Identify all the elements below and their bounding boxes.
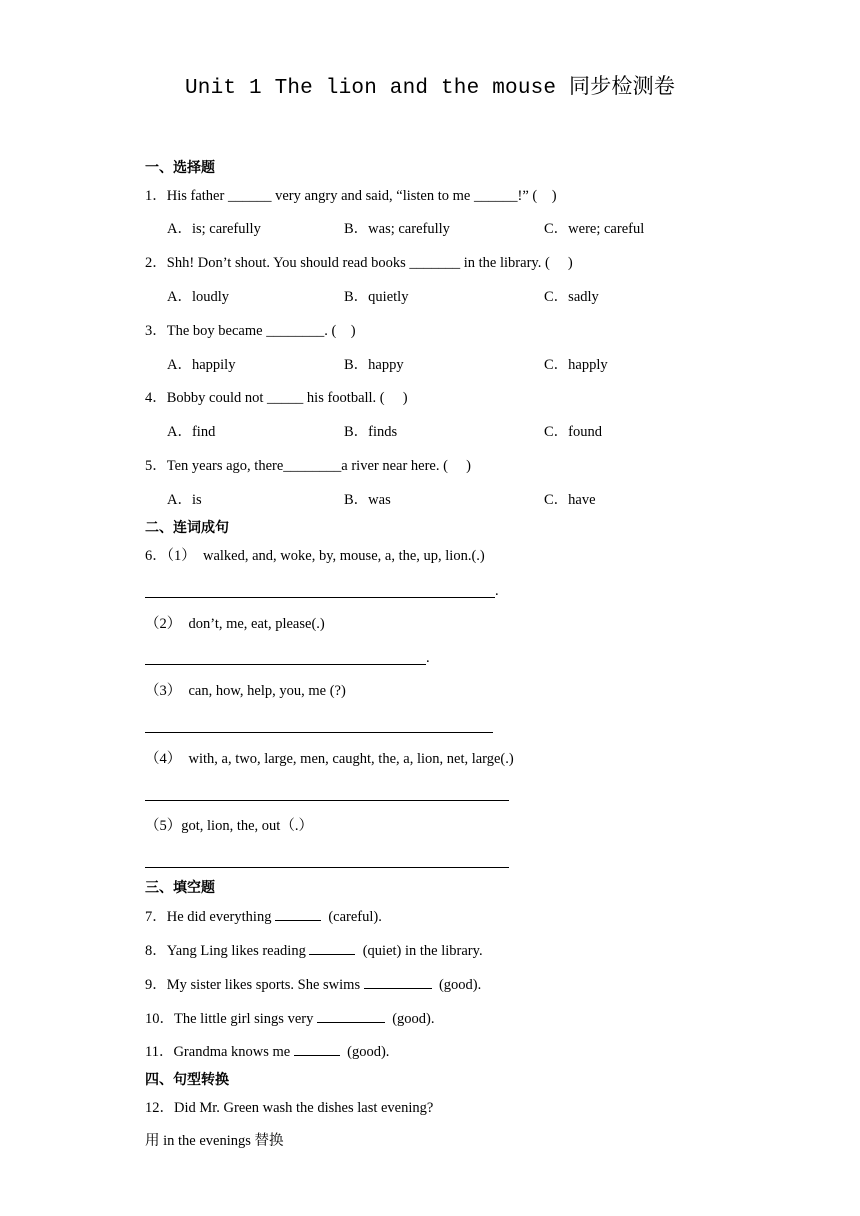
q4-option-b: B．finds [344,424,398,440]
page-title: Unit 1 The lion and the mouse 同步检测卷 [184,77,676,100]
q1-option-b: B．was; carefully [344,221,450,237]
question-9-hint: (good). [431,977,482,993]
q2-option-a: A．loudly [167,289,230,305]
section-heading-sentence-transform: 四、句型转换 [145,1072,229,1088]
question-9 [145,974,481,995]
question-2: 2．Shh! Don’t shout. You should read books _______ in the library. ( ) [145,255,573,271]
q4-option-c: C．found [544,424,602,440]
q5-option-a: A．is [167,492,202,508]
question-11-text: 11．Grandma knows me [145,1044,294,1060]
question-10-hint: (good). [384,1011,435,1027]
question-1: 1．His father ______ very angry and said, “listen to me ______!” ( ) [145,188,557,204]
question-12: 12．Did Mr. Green wash the dishes last evening? [145,1100,434,1116]
q5-option-c: C．have [544,492,596,508]
question-8 [145,940,483,961]
question-6-5: （5）got, lion, the, out（.） [145,818,313,834]
question-8-hint: (quiet) in the library. [355,943,483,959]
section-heading-fill-blanks: 三、填空题 [145,880,215,896]
question-11 [145,1041,389,1062]
question-10-text: 10．The little girl sings very [145,1011,317,1027]
question-6-1: 6．（1） walked, and, woke, by, mouse, a, the, up, lion.(.) [145,548,485,564]
question-12-instruction: 用 in the evenings 替换 [145,1133,284,1149]
question-9-blank[interactable] [364,974,432,989]
question-7-hint: (careful). [321,909,382,925]
question-6-2: （2） don’t, me, eat, please(.) [145,616,325,632]
question-6-4: （4） with, a, two, large, men, caught, the, a, lion, net, large(.) [145,751,514,767]
q2-option-b: B．quietly [344,289,409,305]
question-10-blank[interactable] [317,1008,385,1023]
answer-line-end: . [426,650,430,666]
answer-line-6-5[interactable] [145,851,511,871]
answer-line-6-2[interactable] [145,648,435,668]
q2-option-c: C．sadly [544,289,599,305]
question-5: 5．Ten years ago, there________a river near here. ( ) [145,458,471,474]
q1-option-c: C．were; careful [544,221,645,237]
question-11-blank[interactable] [294,1041,340,1056]
q3-option-b: B．happy [344,357,404,373]
answer-line-6-4[interactable] [145,784,511,804]
answer-line-6-1[interactable] [145,581,505,601]
question-7-text: 7．He did everything [145,909,276,925]
question-8-blank[interactable] [309,940,355,955]
question-7 [145,906,382,927]
section-heading-word-order: 二、连词成句 [145,520,229,536]
q4-option-a: A．find [167,424,216,440]
section-heading-multiple-choice: 一、选择题 [145,160,215,176]
q3-option-c: C．happly [544,357,608,373]
question-11-hint: (good). [339,1044,390,1060]
answer-line-6-3[interactable] [145,716,495,736]
question-4: 4．Bobby could not _____ his football. ( ) [145,390,408,406]
question-10 [145,1008,435,1029]
question-9-text: 9．My sister likes sports. She swims [145,977,364,993]
question-6-3: （3） can, how, help, you, me (?) [145,683,346,699]
question-8-text: 8．Yang Ling likes reading [145,943,310,959]
q3-option-a: A．happily [167,357,236,373]
question-7-blank[interactable] [275,906,321,921]
q1-option-a: A．is; carefully [167,221,261,237]
q5-option-b: B．was [344,492,391,508]
question-3: 3．The boy became ________. ( ) [145,323,356,339]
answer-line-end: . [495,583,499,599]
